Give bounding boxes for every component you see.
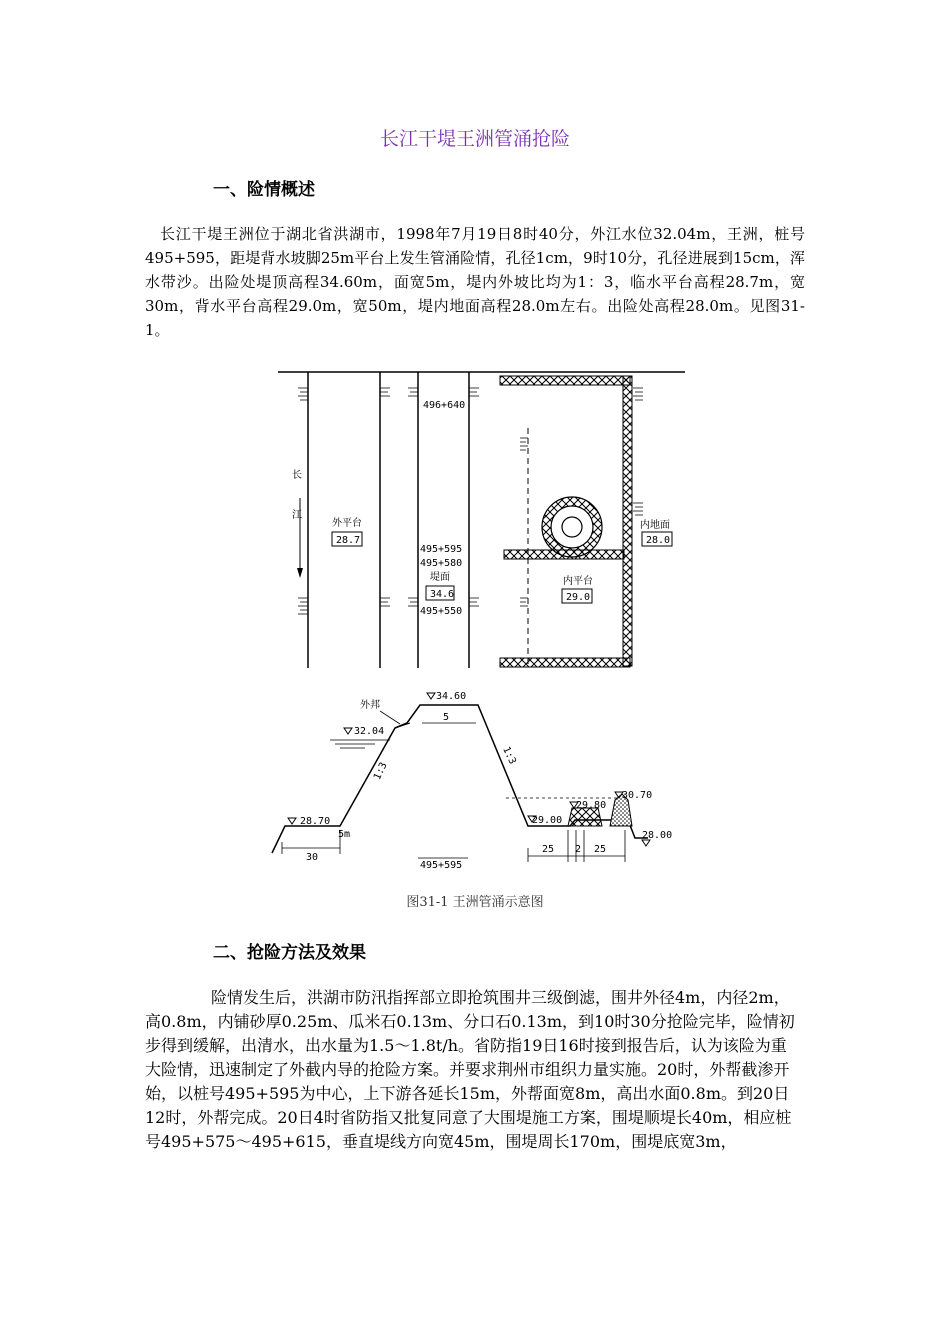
- ring-elev-2: 30.70: [622, 790, 653, 801]
- outer-platform-elev: 28.70: [300, 816, 331, 827]
- outer-platform-value: 28.7: [336, 535, 361, 546]
- inner-platform-label: 内平台: [563, 576, 593, 587]
- inner-ground-label: 内地面: [640, 520, 670, 531]
- dim-b: 2: [575, 844, 582, 855]
- crest-value: 34.6: [430, 589, 455, 600]
- slope-left: 1:3: [371, 760, 390, 782]
- plan-view: [278, 372, 685, 668]
- outer-bank-label: 外邦: [360, 700, 380, 711]
- crest-width: 5: [443, 712, 450, 723]
- water-elev: 32.04: [354, 726, 385, 737]
- cross-section: [272, 691, 672, 868]
- station-2: 495+580: [420, 558, 463, 569]
- ground-elev: 28.00: [642, 830, 673, 841]
- station-3: 495+550: [420, 606, 463, 617]
- section-2-body: 险情发生后，洪湖市防汛指挥部立即抢筑围井三级倒滤，围井外径4m，内径2m，高0.8m，内铺砂厚0.25m、瓜米石0.13m、分口石0.13m，到10时30分抢险完毕，险情初步得到缓解，出清水，出水量为1.5～1.8t/h。省防指19日16时接到报告后，认为该险为重大险情，迅速制定了外截内导的抢险方案。并要求荆州市组织力量实施。20时，外帮截渗开始，以桩号495+595为中心，上下游各延长15m，外帮面宽8m，高出水面0.8m。到20日12时，外帮完成。20日4时省防指又批复同意了大围堤施工方案，围堤顺堤长40m，相应桩号495+575～495+615，垂直堤线方向宽45m，围堤周长170m，围堤底宽3m，: [145, 988, 795, 1151]
- inner-ground-value: 28.0: [646, 535, 671, 546]
- figure-caption: 图31-1 王洲管涌示意图: [406, 895, 544, 910]
- station-1: 495+595: [420, 544, 463, 555]
- figure-31-1: [270, 368, 690, 868]
- river-char-2: 江: [292, 510, 302, 521]
- section-1-heading: 一、险情概述: [213, 180, 315, 200]
- slope-right: 1:3: [500, 745, 518, 767]
- crest-elev: 34.60: [436, 691, 467, 702]
- toe-dim: 5m: [338, 829, 351, 840]
- dim-a: 25: [542, 844, 555, 855]
- section-1-body: 长江干堤王洲位于湖北省洪湖市，1998年7月19日8时40分，外江水位32.04m，王洲，桩号495+595，距堤背水坡脚25m平台上发生管涌险情，孔径1cm，9时10分，孔径进展到15cm，浑水带沙。出险处堤顶高程34.60m，面宽5m，堤内外坡比均为1：3，临水平台高程28.7m，宽30m，背水平台高程29.0m，宽50m，堤内地面高程28.0m左右。出险处高程28.0m。见图31-1。: [145, 225, 805, 339]
- document-title: 长江干堤王洲管涌抢险: [379, 128, 570, 150]
- river-char-1: 长: [292, 470, 302, 481]
- dim-c: 25: [594, 844, 607, 855]
- outer-width: 30: [306, 852, 319, 863]
- crest-label: 堤面: [430, 572, 450, 583]
- station-top: 496+640: [423, 400, 466, 411]
- outer-platform-label: 外平台: [332, 518, 362, 529]
- section-station: 495+595: [420, 860, 463, 868]
- inner-platform-value: 29.0: [566, 592, 591, 603]
- ring-elev-1: 29.80: [576, 800, 607, 811]
- inner-platform-elev: 29.00: [532, 815, 563, 826]
- section-2-heading: 二、抢险方法及效果: [213, 943, 366, 963]
